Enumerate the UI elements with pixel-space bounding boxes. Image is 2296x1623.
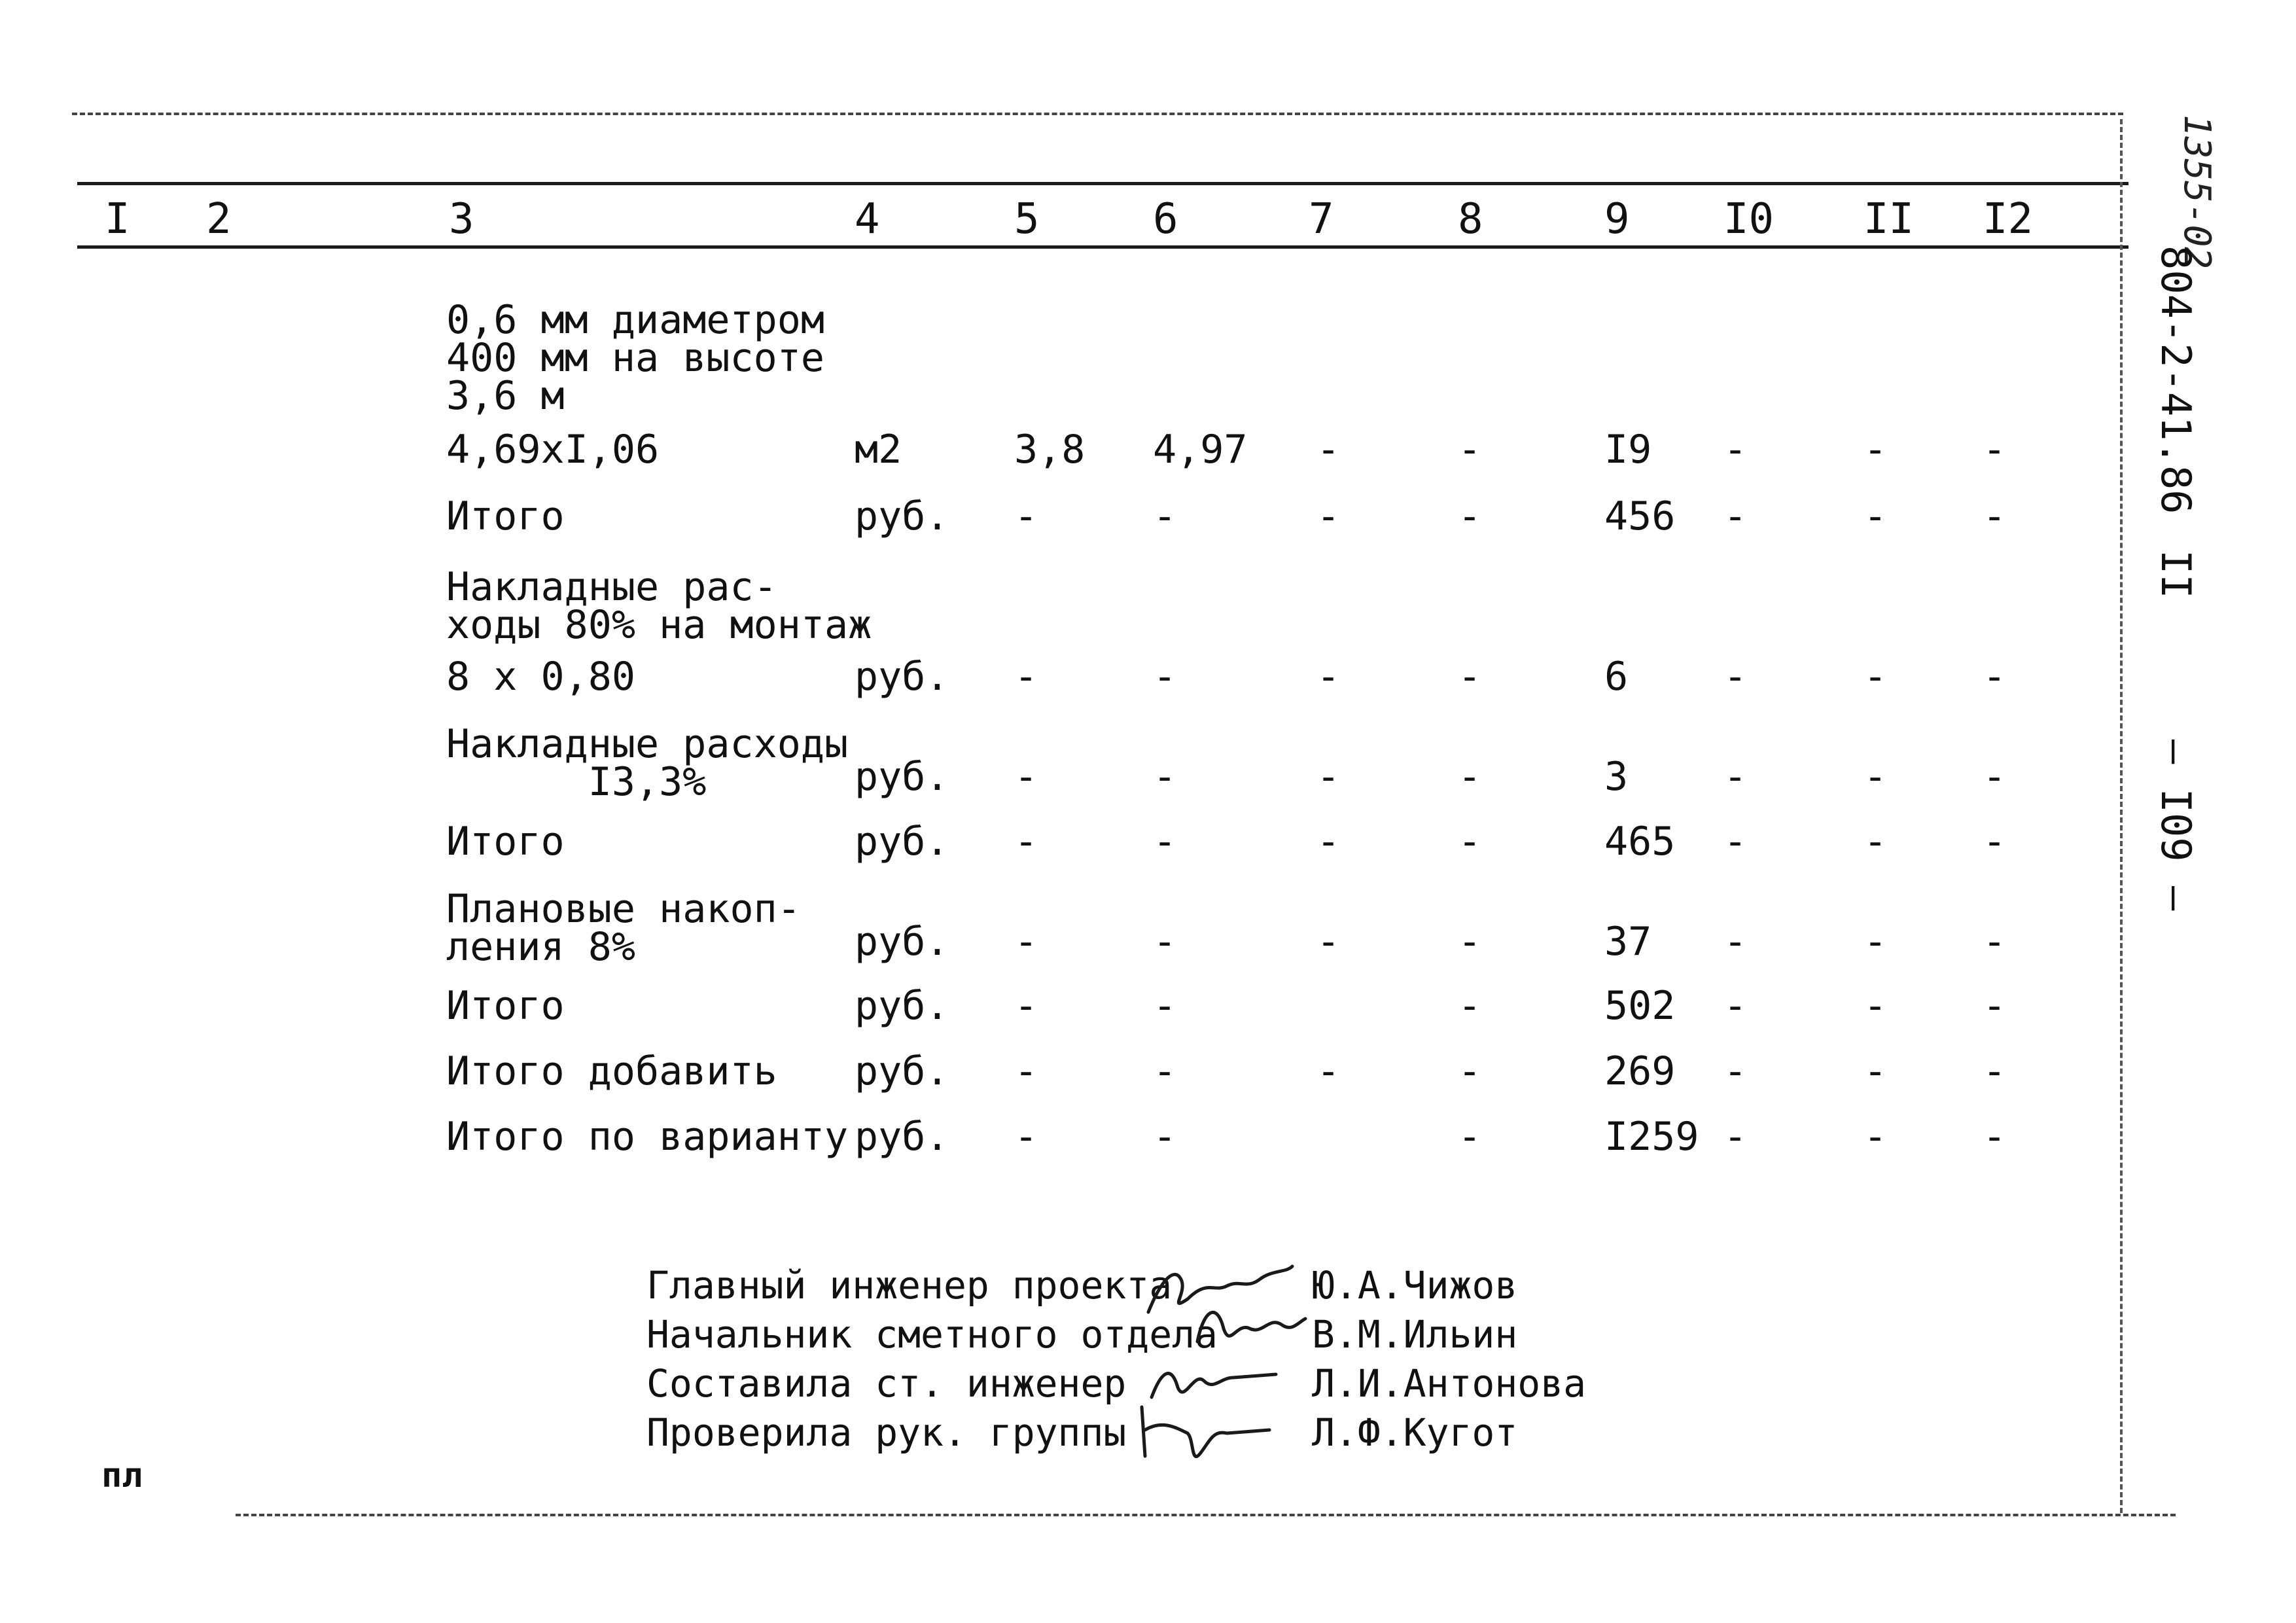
header-bottom-rule [77, 245, 2128, 249]
row-unit: руб. [855, 919, 949, 965]
cell-col8: - [1458, 493, 1482, 539]
header-top-rule [77, 182, 2128, 185]
column-header: II [1863, 195, 1915, 243]
cell-col8: - [1458, 427, 1482, 473]
column-header: 3 [449, 195, 474, 243]
signer-name: Л.И.Антонова [1312, 1361, 1587, 1406]
cell-col9: 37 [1604, 919, 1652, 965]
cell-col12: - [1983, 427, 2007, 473]
cell-col7: - [1316, 1048, 1341, 1094]
column-header: I0 [1723, 195, 1775, 243]
cell-col5: - [1014, 654, 1038, 700]
page-number: — I09 — [2152, 740, 2200, 911]
cell-col9: I9 [1604, 427, 1652, 473]
row-description: Итого по варианту [446, 1114, 849, 1160]
cell-col6: - [1153, 654, 1177, 700]
row-unit: руб. [855, 1048, 949, 1094]
column-header: 4 [855, 195, 880, 243]
cell-col10: - [1723, 754, 1748, 800]
cell-col11: - [1863, 983, 1888, 1029]
cell-col8: - [1458, 819, 1482, 865]
cell-col6: - [1153, 919, 1177, 965]
cell-col12: - [1983, 1114, 2007, 1160]
cell-col5: - [1014, 819, 1038, 865]
cell-col6: 4,97 [1153, 427, 1248, 473]
signer-position: Начальник сметного отдела [646, 1312, 1218, 1357]
cell-col10: - [1723, 919, 1748, 965]
cell-col5: - [1014, 919, 1038, 965]
cell-col8: - [1458, 919, 1482, 965]
column-header: 7 [1309, 195, 1334, 243]
cell-col8: - [1458, 754, 1482, 800]
handwritten-signature [1129, 1394, 1279, 1472]
signer-position: Проверила рук. группы [646, 1410, 1127, 1455]
column-header: 5 [1014, 195, 1040, 243]
row-description: Накладные рас- ходы 80% на монтаж [446, 564, 872, 648]
cell-col12: - [1983, 654, 2007, 700]
cell-col10: - [1723, 493, 1748, 539]
cell-col10: - [1723, 983, 1748, 1029]
document-code: 804-2-41.86 [2152, 245, 2200, 514]
cell-col12: - [1983, 819, 2007, 865]
cell-col9: 456 [1604, 493, 1676, 539]
row-description: Итого [446, 493, 565, 539]
cell-col8: - [1458, 654, 1482, 700]
cell-col6: - [1153, 493, 1177, 539]
row-unit: руб. [855, 983, 949, 1029]
cell-col11: - [1863, 1114, 1888, 1160]
cell-col7: - [1316, 919, 1341, 965]
cell-col10: - [1723, 427, 1748, 473]
row-description: 0,6 мм диаметром 400 мм на высоте 3,6 м [446, 297, 824, 419]
row-description: Итого добавить [446, 1048, 777, 1094]
cell-col7: - [1316, 754, 1341, 800]
cell-col11: - [1863, 493, 1888, 539]
cell-col12: - [1983, 754, 2007, 800]
corner-mark: пл [101, 1456, 143, 1495]
cell-col9: 269 [1604, 1048, 1676, 1094]
cell-col5: - [1014, 1048, 1038, 1094]
cell-col6: - [1153, 983, 1177, 1029]
column-header: 8 [1458, 195, 1483, 243]
cell-col9: 465 [1604, 819, 1676, 865]
section-mark: II [2152, 550, 2200, 599]
row-description: Плановые накоп- ления 8% [446, 886, 801, 970]
cell-col7: - [1316, 493, 1341, 539]
cell-col11: - [1863, 427, 1888, 473]
row-description: 8 х 0,80 [446, 654, 635, 700]
cell-col7: - [1316, 427, 1341, 473]
cell-col10: - [1723, 654, 1748, 700]
row-unit: руб. [855, 493, 949, 539]
bottom-edge-line [236, 1514, 2176, 1516]
cell-col9: I259 [1604, 1114, 1699, 1160]
cell-col12: - [1983, 1048, 2007, 1094]
row-description: 4,69хI,06 [446, 427, 660, 473]
signature-line [0, 1263, 2296, 1313]
cell-col5: - [1014, 754, 1038, 800]
signer-name: Л.Ф.Кугот [1312, 1410, 1518, 1455]
cell-col6: - [1153, 1114, 1177, 1160]
cell-col8: - [1458, 983, 1482, 1029]
column-header: 9 [1604, 195, 1630, 243]
cell-col10: - [1723, 819, 1748, 865]
cell-col5: - [1014, 983, 1038, 1029]
row-unit: руб. [855, 819, 949, 865]
top-edge-line [72, 113, 2123, 115]
signer-name: В.М.Ильин [1312, 1312, 1518, 1357]
row-description: Итого [446, 983, 565, 1029]
cell-col6: - [1153, 1048, 1177, 1094]
cell-col9: 502 [1604, 983, 1676, 1029]
row-unit: м2 [855, 427, 902, 473]
cell-col5: - [1014, 493, 1038, 539]
cell-col8: - [1458, 1114, 1482, 1160]
cell-col12: - [1983, 493, 2007, 539]
signer-name: Ю.А.Чижов [1312, 1263, 1518, 1308]
cell-col12: - [1983, 919, 2007, 965]
signer-position: Главный инженер проекта [646, 1263, 1173, 1308]
cell-col5: 3,8 [1014, 427, 1086, 473]
cell-col11: - [1863, 654, 1888, 700]
column-header: 2 [206, 195, 232, 243]
column-header: I2 [1983, 195, 2034, 243]
cell-col10: - [1723, 1114, 1748, 1160]
signer-position: Составила ст. инженер [646, 1361, 1127, 1406]
signature-line [0, 1410, 2296, 1460]
cell-col7: - [1316, 654, 1341, 700]
cell-col7: - [1316, 819, 1341, 865]
cell-col12: - [1983, 983, 2007, 1029]
cell-col5: - [1014, 1114, 1038, 1160]
row-unit: руб. [855, 654, 949, 700]
row-unit: руб. [855, 1114, 949, 1160]
column-header: 6 [1153, 195, 1178, 243]
cell-col6: - [1153, 754, 1177, 800]
cell-col11: - [1863, 754, 1888, 800]
column-header: I [105, 195, 130, 243]
handwritten-code: 1355-02 [2176, 115, 2218, 270]
cell-col11: - [1863, 919, 1888, 965]
row-unit: руб. [855, 754, 949, 800]
cell-col6: - [1153, 819, 1177, 865]
row-description: Итого [446, 819, 565, 865]
cell-col8: - [1458, 1048, 1482, 1094]
row-description: Накладные расходы I3,3% [446, 721, 849, 805]
cell-col11: - [1863, 819, 1888, 865]
cell-col9: 3 [1604, 754, 1629, 800]
cell-col9: 6 [1604, 654, 1629, 700]
cell-col10: - [1723, 1048, 1748, 1094]
cell-col11: - [1863, 1048, 1888, 1094]
